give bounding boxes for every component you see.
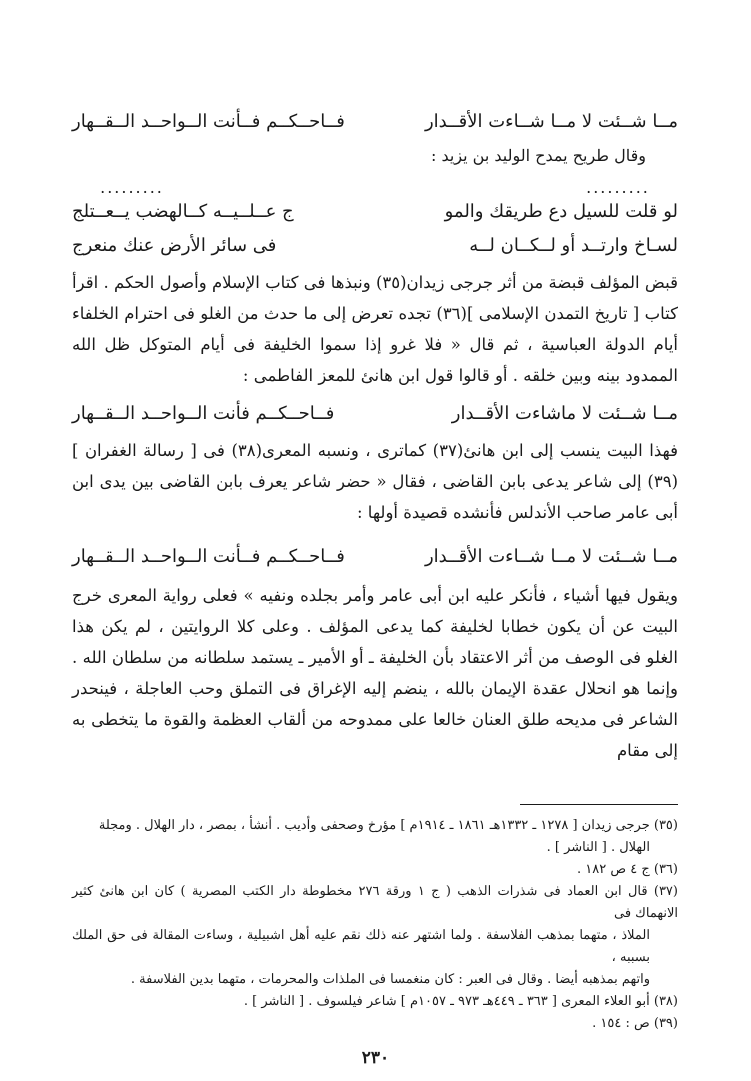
verse-line <box>72 195 678 229</box>
hemistich-right: لسـاخ وارتــد أو لــكــان لــه <box>469 235 678 256</box>
footnote-35-continued: الهلال . [ الناشر ] . <box>546 840 650 855</box>
footnote-separator <box>520 804 678 805</box>
page-body <box>72 105 678 1035</box>
hemistich-left: فــاحــكــم فأنت الــواحــد الــقــهار <box>72 403 335 424</box>
footnote-39: (٣٩) ص : ١٥٤ . <box>592 1016 678 1031</box>
footnote-35: (٣٥) جرجى زيدان [ ١٢٧٨ ـ ١٣٣٢هـ ١٨٦١ ـ ١٩١٤م ] مؤرخ وصحفى وأديب . أنشأ ، بمصر ، دار الهلال . ومجلة <box>98 818 678 833</box>
ellipsis-right: ......... <box>586 178 650 197</box>
footnote-37: (٣٧) قال ابن العماد فى شذرات الذهب ( ج ١ ورقة ٢٧٦ مخطوطة دار الكتب المصرية ) كان ابن هانئ كثير الانهماك فى <box>72 884 678 921</box>
verse-line <box>72 105 678 139</box>
footnote-37-continued: واتهم بمذهبه أيضا . وقال فى العبر : كان منغمسا فى الملذات والمحرمات ، متهما بدين الفلاسفة . <box>130 972 650 987</box>
footnote-36: (٣٦) ج ٤ ص ١٨٢ . <box>577 862 678 877</box>
hemistich-left: ج عــلــيــه كــالهضب يــعــتلج <box>72 201 294 222</box>
hemistich-left: فــاحــكــم فــأنت الــواحــد الــقــهار <box>72 546 345 567</box>
verse-line <box>72 540 678 574</box>
hemistich-right: لو قلت للسيل دع طريقك والمو <box>444 201 678 222</box>
footnotes <box>72 815 678 1035</box>
verse-line <box>72 397 678 431</box>
ellipsis-row <box>72 173 678 195</box>
paragraph: قبض المؤلف قبضة من أثر جرجى زيدان(٣٥) ونبذها فى كتاب الإسلام وأصول الحكم . اقرأ كتاب [ تاريخ التمدن الإسلامى ](٣٦) تجده تعرض إلى ما حدث من الغلو فى احترام الخلفاء أيام الدولة العباسية ، ثم قال « فلا غرو إذا سموا الخليفة فى أيام المتوكل ظل الله الممدود بينه وبين خلقه . أو قالوا قول ابن هانئ للمعز الفاطمى : <box>72 273 679 385</box>
paragraph: ويقول فيها أشياء ، فأنكر عليه ابن أبى عامر وأمر بجلده ونفيه » فعلى رواية المعرى خرج البيت عن أن يكون خطابا لخليفة كما يدعى المؤلف . وعلى كلا الروايتين ، لم يكن هذا الغلو فى الوصف من أثر الاعتقاد بأن الخليفة ـ أو الأمير ـ يستمد سلطانه من سلطان الله . وإنما هو انحلال عقدة الإيمان بالله ، ينضم إليه الإغراق فى التملق وحب العاجلة ، فينحدر الشاعر فى مديحه طلق العنان خالعا على ممدوحه من ألقاب العظمة والقوة ما يتخطى به إلى مقام <box>72 586 678 760</box>
footnote-37-continued: الملاذ ، متهما بمذهب الفلاسفة . ولما اشتهر عنه ذلك نقم عليه أهل اشبيلية ، وساءت المقالة فى حق الملك بسببه ، <box>72 928 650 965</box>
page-number: ٢٣٠ <box>361 1048 390 1068</box>
hemistich-right: مــا شــئت لا مــا شــاءت الأقــدار <box>424 111 678 132</box>
hemistich-right: مــا شــئت لا ماشاءت الأقــدار <box>451 403 678 424</box>
hemistich-left: فــاحــكــم فــأنت الــواحــد الــقــهار <box>72 111 345 132</box>
paragraph: فهذا البيت ينسب إلى ابن هانئ(٣٧) كماترى ، ونسبه المعرى(٣٨) فى [ رسالة الغفران ](٣٩) إلى شاعر يدعى بابن القاضى ، فقال « حضر شاعر يعرف بابن القاضى بين يدى ابن أبى عامر صاحب الأندلس فأنشده قصيدة أولها : <box>72 441 678 522</box>
verse-line <box>72 229 678 263</box>
hemistich-left: فى سائر الأرض عنك منعرج <box>72 235 277 256</box>
hemistich-right: مــا شــئت لا مــا شــاءت الأقــدار <box>424 546 678 567</box>
verse-intro: وقال طريح يمدح الوليد بن يزيد : <box>430 146 646 165</box>
footnote-38: (٣٨) أبو العلاء المعرى [ ٣٦٣ ـ ٤٤٩هـ ٩٧٣ ـ ١٠٥٧م ] شاعر فيلسوف . [ الناشر ] . <box>243 994 678 1009</box>
ellipsis-left: ......... <box>100 178 164 197</box>
